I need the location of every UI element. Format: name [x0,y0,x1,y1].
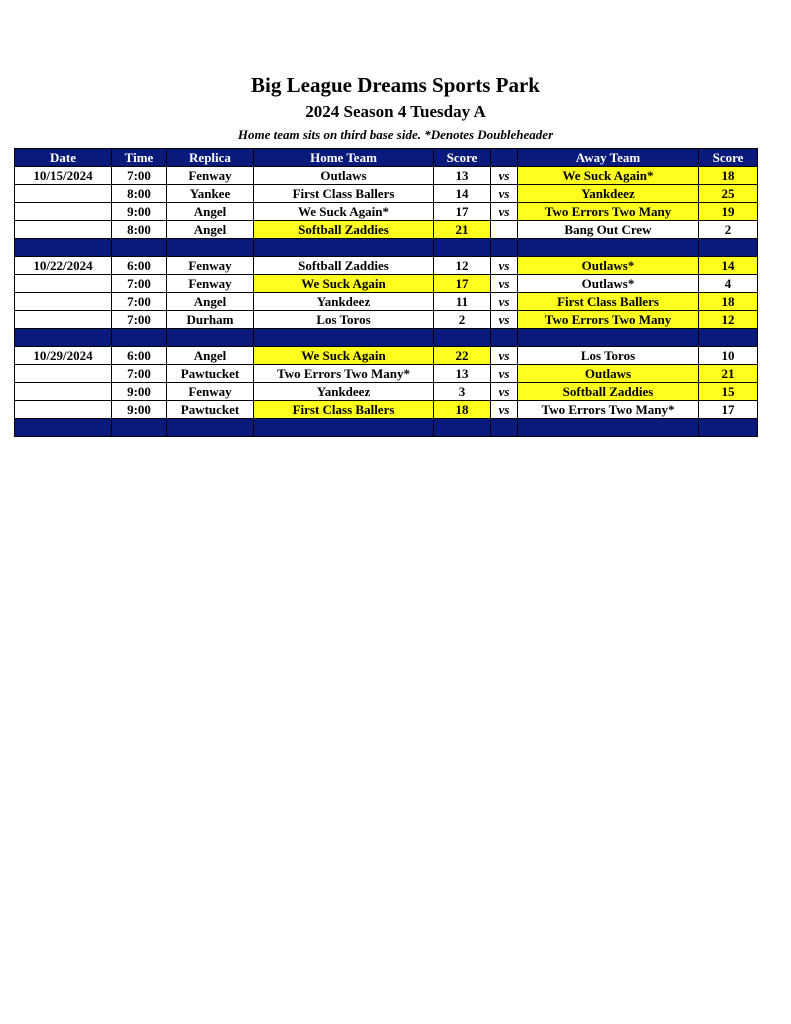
col-home-score-header: Score [434,149,491,167]
separator-cell [254,239,434,257]
separator-cell [699,419,758,437]
home-team-cell: First Class Ballers [254,185,434,203]
away-score-cell: 2 [699,221,758,239]
separator-cell [491,239,518,257]
date-cell [15,311,112,329]
time-cell: 7:00 [112,167,167,185]
home-score-cell: 3 [434,383,491,401]
vs-cell: vs [491,365,518,383]
away-team-cell: First Class Ballers [518,293,699,311]
game-row [15,167,758,185]
away-team-cell: Two Errors Two Many [518,311,699,329]
separator-cell [15,329,112,347]
separator-cell [434,419,491,437]
away-score-cell: 19 [699,203,758,221]
game-row [15,275,758,293]
time-cell: 7:00 [112,275,167,293]
home-team-cell: Softball Zaddies [254,257,434,275]
time-cell: 9:00 [112,383,167,401]
replica-cell: Fenway [167,167,254,185]
col-replica-header: Replica [167,149,254,167]
game-row [15,401,758,419]
home-score-cell: 18 [434,401,491,419]
away-score-cell: 17 [699,401,758,419]
replica-cell: Yankee [167,185,254,203]
game-row [15,311,758,329]
game-row [15,185,758,203]
home-score-cell: 11 [434,293,491,311]
col-vs-header [491,149,518,167]
home-score-cell: 17 [434,275,491,293]
replica-cell: Pawtucket [167,365,254,383]
away-score-cell: 12 [699,311,758,329]
away-team-cell: We Suck Again* [518,167,699,185]
separator-cell [112,239,167,257]
time-cell: 8:00 [112,185,167,203]
week-separator-row [15,419,758,437]
vs-cell: vs [491,311,518,329]
replica-cell: Durham [167,311,254,329]
time-cell: 7:00 [112,311,167,329]
col-away-score-header: Score [699,149,758,167]
col-home-team-header: Home Team [254,149,434,167]
away-team-cell: Outlaws [518,365,699,383]
vs-cell: vs [491,185,518,203]
vs-cell: vs [491,167,518,185]
replica-cell: Angel [167,221,254,239]
home-team-cell: Outlaws [254,167,434,185]
separator-cell [434,329,491,347]
replica-cell: Fenway [167,257,254,275]
date-cell [15,401,112,419]
time-cell: 6:00 [112,257,167,275]
home-team-cell: Yankdeez [254,293,434,311]
col-date-header: Date [15,149,112,167]
separator-cell [518,419,699,437]
separator-cell [15,239,112,257]
away-score-cell: 10 [699,347,758,365]
replica-cell: Angel [167,293,254,311]
game-row [15,365,758,383]
home-score-cell: 13 [434,365,491,383]
home-team-cell: Softball Zaddies [254,221,434,239]
col-away-team-header: Away Team [518,149,699,167]
date-cell: 10/15/2024 [15,167,112,185]
separator-cell [491,329,518,347]
home-team-cell: We Suck Again* [254,203,434,221]
separator-cell [518,329,699,347]
separator-cell [518,239,699,257]
date-cell: 10/22/2024 [15,257,112,275]
date-cell [15,383,112,401]
home-team-cell: Yankdeez [254,383,434,401]
away-team-cell: Outlaws* [518,257,699,275]
vs-cell: vs [491,293,518,311]
separator-cell [254,329,434,347]
separator-cell [434,239,491,257]
away-team-cell: Los Toros [518,347,699,365]
away-team-cell: Outlaws* [518,275,699,293]
away-score-cell: 4 [699,275,758,293]
time-cell: 9:00 [112,203,167,221]
vs-cell: vs [491,383,518,401]
away-score-cell: 15 [699,383,758,401]
separator-cell [167,239,254,257]
away-team-cell: Two Errors Two Many [518,203,699,221]
separator-cell [167,419,254,437]
separator-cell [112,329,167,347]
header-row [15,149,758,167]
date-cell [15,185,112,203]
schedule-table [14,148,758,437]
home-team-cell: Los Toros [254,311,434,329]
date-cell [15,365,112,383]
game-row [15,347,758,365]
home-score-cell: 22 [434,347,491,365]
date-cell: 10/29/2024 [15,347,112,365]
separator-cell [167,329,254,347]
home-score-cell: 12 [434,257,491,275]
away-score-cell: 25 [699,185,758,203]
vs-cell: vs [491,347,518,365]
time-cell: 8:00 [112,221,167,239]
game-row [15,257,758,275]
away-team-cell: Bang Out Crew [518,221,699,239]
schedule-body [15,167,758,437]
game-row [15,293,758,311]
replica-cell: Pawtucket [167,401,254,419]
week-separator-row [15,239,758,257]
time-cell: 9:00 [112,401,167,419]
vs-cell: vs [491,203,518,221]
away-score-cell: 18 [699,293,758,311]
away-team-cell: Yankdeez [518,185,699,203]
home-score-cell: 21 [434,221,491,239]
date-cell [15,275,112,293]
away-team-cell: Two Errors Two Many* [518,401,699,419]
separator-cell [699,239,758,257]
home-score-cell: 2 [434,311,491,329]
vs-cell: vs [491,275,518,293]
page-subtitle: 2024 Season 4 Tuesday A [305,102,486,121]
home-score-cell: 14 [434,185,491,203]
home-team-cell: We Suck Again [254,347,434,365]
vs-cell: vs [491,401,518,419]
away-score-cell: 21 [699,365,758,383]
separator-cell [15,419,112,437]
separator-cell [699,329,758,347]
away-score-cell: 14 [699,257,758,275]
game-row [15,383,758,401]
separator-cell [254,419,434,437]
home-team-cell: First Class Ballers [254,401,434,419]
vs-cell: vs [491,257,518,275]
replica-cell: Angel [167,347,254,365]
away-team-cell: Softball Zaddies [518,383,699,401]
away-score-cell: 18 [699,167,758,185]
replica-cell: Angel [167,203,254,221]
date-cell [15,293,112,311]
week-separator-row [15,329,758,347]
date-cell [15,221,112,239]
page-title: Big League Dreams Sports Park [251,73,540,97]
home-team-cell: We Suck Again [254,275,434,293]
replica-cell: Fenway [167,275,254,293]
replica-cell: Fenway [167,383,254,401]
col-time-header: Time [112,149,167,167]
doubleheader-note: Home team sits on third base side. *Denotes Doubleheader [237,127,554,142]
date-cell [15,203,112,221]
game-row [15,203,758,221]
separator-cell [112,419,167,437]
home-score-cell: 17 [434,203,491,221]
home-team-cell: Two Errors Two Many* [254,365,434,383]
separator-cell [491,419,518,437]
game-row [15,221,758,239]
home-score-cell: 13 [434,167,491,185]
time-cell: 6:00 [112,347,167,365]
time-cell: 7:00 [112,365,167,383]
vs-cell [491,221,518,239]
time-cell: 7:00 [112,293,167,311]
